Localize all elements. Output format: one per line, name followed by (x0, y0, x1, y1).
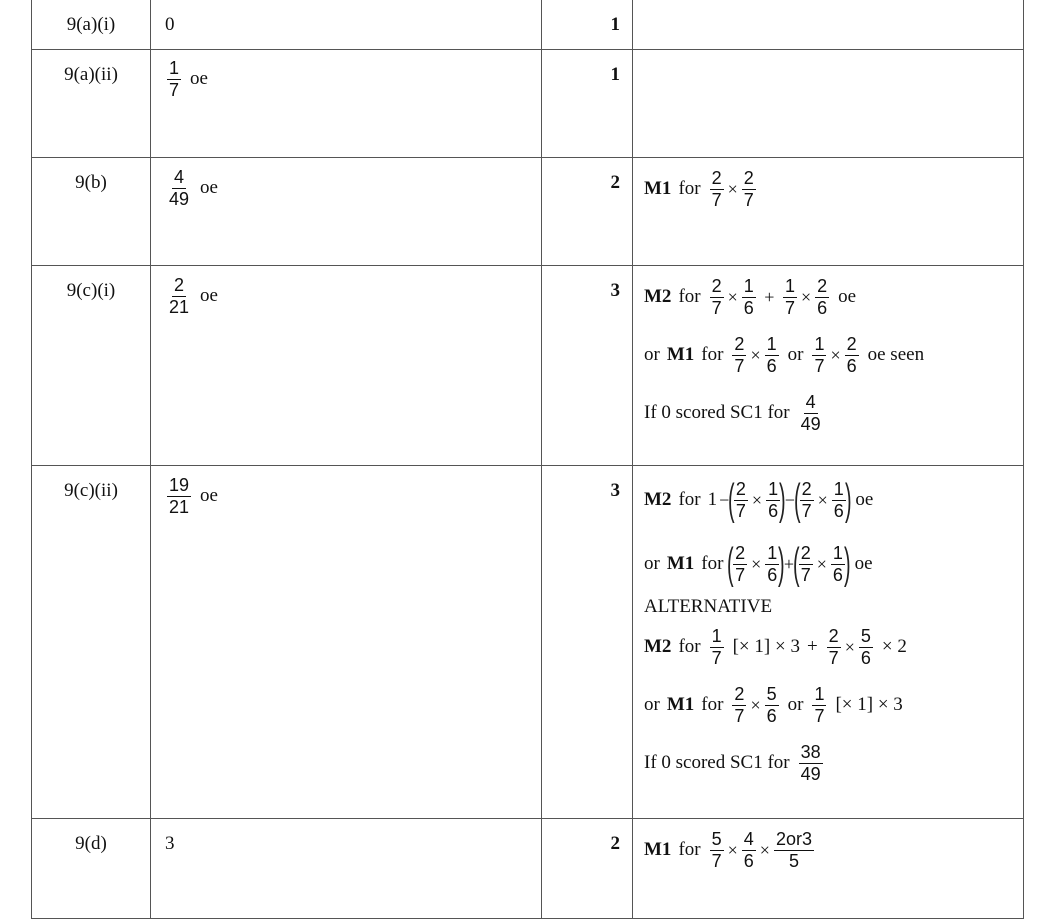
table-row (32, 50, 1024, 158)
oe-label: oe (190, 68, 208, 89)
question-cell: 9(a)(ii) (32, 50, 151, 158)
answer-cell (151, 266, 542, 466)
answer-cell (151, 466, 542, 819)
marks-cell: 1 (542, 50, 633, 158)
marks-cell: 2 (542, 819, 633, 919)
mark-scheme-table (31, 0, 1024, 919)
guidance-cell (633, 50, 1024, 158)
marks-cell: 3 (542, 466, 633, 819)
answer-cell (151, 158, 542, 266)
table-row (32, 0, 1024, 50)
table-row (32, 158, 1024, 266)
marks-cell: 3 (542, 266, 633, 466)
answer-fraction: 1 7 (169, 57, 180, 100)
oe-label: oe (200, 285, 218, 306)
answer-fraction: 4 49 (169, 166, 190, 209)
question-cell: 9(d) (32, 819, 151, 919)
marks-cell: 1 (542, 0, 633, 50)
answer-cell: 3 (151, 819, 542, 919)
table-row (32, 466, 1024, 819)
table-row (32, 819, 1024, 919)
guidance-cell: M2 for 1 − ( $\frac{2}{7}$ × $\frac{1}{6}$ ) − ( $\frac{2}{7}$ × $\frac{1}{6}$ ) oe or M1 for ( $\frac{2}{7}$ × $\frac{1}{6}$ ) + ( $\frac{2}{7}$ × $\frac{1}{6}$ ) oe ALTERNATIVE M2 for 1 7 [× 1] × 3 + $\frac{2}{7}$ × $\frac{5}{6}$ × 2 or M1 for $\frac{2}{7}$ × $\frac{5}{6}$ or 1 7 [× 1] × 3 If 0 scored SC1 for 38 49 (633, 466, 1024, 819)
answer-fraction: 19 21 (169, 474, 190, 517)
guidance-cell: M1 for $\frac{2}{7}$ × $\frac{2}{7}$ (633, 158, 1024, 266)
question-cell: 9(c)(ii) (32, 466, 151, 819)
alternative-label: ALTERNATIVE (644, 596, 773, 617)
guidance-cell (633, 0, 1024, 50)
guidance-cell: M1 for $\frac{5}{7}$ × $\frac{4}{6}$ × $\frac{2or3}{5}$ (633, 819, 1024, 919)
question-cell: 9(b) (32, 158, 151, 266)
answer-cell (151, 50, 542, 158)
guidance-cell: M2 for $\frac{2}{7}$ × $\frac{1}{6}$ + $\frac{1}{7}$ × $\frac{2}{6}$ oe or M1 for $\frac{2}{7}$ × $\frac{1}{6}$ or $\frac{1}{7}$ × $\frac{2}{6}$ oe seen If 0 scored SC1 for 4 49 (633, 266, 1024, 466)
table-row (32, 266, 1024, 466)
answer-cell: 0 (151, 0, 542, 50)
marks-cell: 2 (542, 158, 633, 266)
oe-label: oe (200, 485, 218, 506)
oe-label: oe (200, 177, 218, 198)
answer-fraction: 2 21 (169, 274, 190, 317)
question-cell: 9(a)(i) (32, 0, 151, 50)
question-cell: 9(c)(i) (32, 266, 151, 466)
